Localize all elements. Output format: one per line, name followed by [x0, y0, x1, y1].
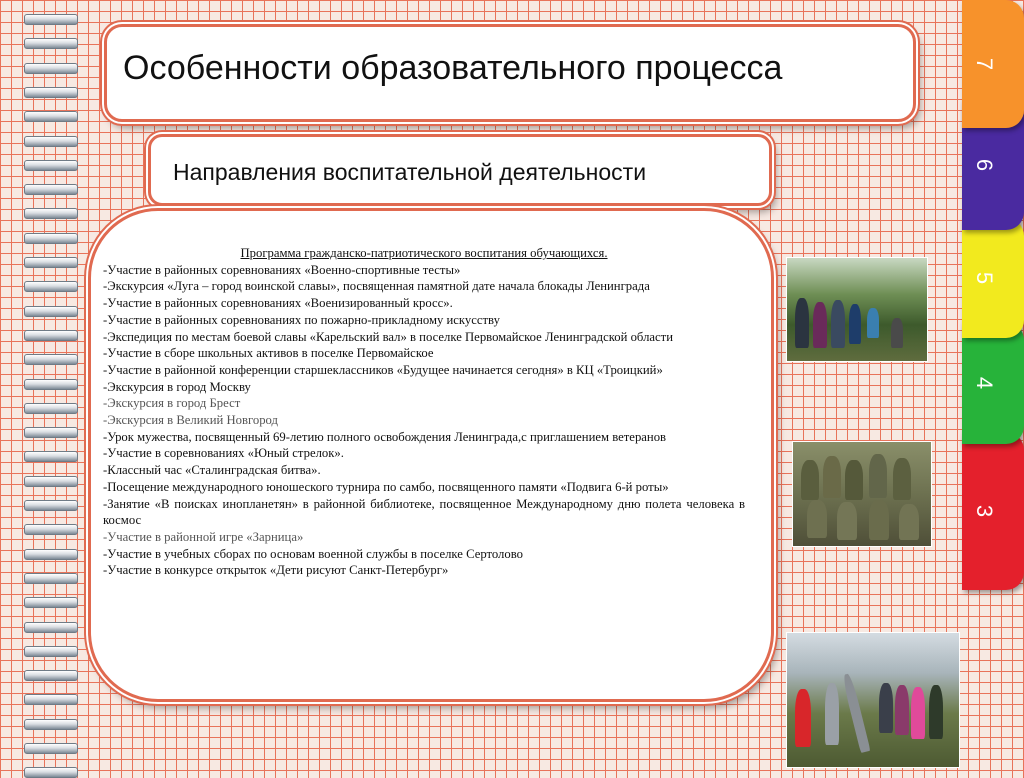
list-item: -Занятие «В поисках инопланетян» в районной библиотеке, посвященное Международному дню полета человека в космос	[103, 496, 745, 528]
list-item: -Участие в районных соревнованиях «Военизированный кросс».	[103, 296, 453, 311]
spiral-ring	[24, 136, 78, 147]
spiral-ring	[24, 767, 78, 778]
tab-label: 5	[972, 271, 998, 285]
spiral-ring	[24, 233, 78, 244]
list-item: -Экскурсия в Великий Новгород	[103, 413, 278, 428]
photo-field-group	[786, 632, 960, 768]
program-heading: Программа гражданско-патриотического воспитания обучающихся.	[240, 246, 608, 260]
list-item: -Экскурсия «Луга – город воинской славы», посвященная памятной дате начала блокады Ленинграда	[103, 279, 650, 294]
spiral-ring	[24, 476, 78, 487]
tab-4[interactable]	[962, 322, 1024, 444]
spiral-ring	[24, 330, 78, 341]
list-item: -Участие в конкурсе открыток «Дети рисуют Санкт-Петербург»	[103, 563, 449, 578]
tab-7[interactable]	[962, 0, 1024, 128]
spiral-ring	[24, 63, 78, 74]
spiral-ring	[24, 111, 78, 122]
spiral-ring	[24, 719, 78, 730]
tab-label: 7	[972, 57, 998, 71]
spiral-ring	[24, 160, 78, 171]
spiral-ring	[24, 427, 78, 438]
spiral-ring	[24, 524, 78, 535]
list-item: -Экспедиция по местам боевой славы «Карельский вал» в поселке Первомайское Ленинградской области	[103, 329, 674, 344]
spiral-ring	[24, 184, 78, 195]
title-panel	[104, 24, 916, 122]
list-item: -Экскурсия в город Брест	[103, 396, 241, 411]
spiral-ring	[24, 573, 78, 584]
list-item: -Участие в районных соревнованиях по пожарно-прикладному искусству	[103, 312, 500, 327]
page-title: Особенности образовательного процесса	[123, 49, 783, 87]
list-item: -Участие в соревнованиях «Юный стрелок».	[103, 446, 344, 461]
spiral-ring	[24, 451, 78, 462]
activity-list	[103, 245, 745, 579]
spiral-ring	[24, 14, 78, 25]
spiral-ring	[24, 646, 78, 657]
spiral-ring	[24, 379, 78, 390]
spiral-ring	[24, 281, 78, 292]
spiral-ring	[24, 500, 78, 511]
spiral-ring	[24, 549, 78, 560]
subtitle-panel	[148, 134, 772, 206]
spiral-ring	[24, 87, 78, 98]
spiral-ring	[24, 743, 78, 754]
content-panel	[88, 208, 774, 702]
photo-forest-group	[786, 257, 928, 362]
list-item: -Участие в районной игре «Зарница»	[103, 529, 304, 544]
photo-camouflage-group	[792, 441, 932, 547]
list-item: -Участие в районных соревнованиях «Военно-спортивные тесты»	[103, 262, 461, 277]
list-item: -Участие в учебных сборах по основам военной службы в поселке Сертолово	[103, 546, 523, 561]
spiral-ring	[24, 403, 78, 414]
spiral-ring	[24, 306, 78, 317]
list-item: -Экскурсия в город Москву	[103, 379, 251, 394]
tab-5[interactable]	[962, 218, 1024, 338]
spiral-ring	[24, 597, 78, 608]
tab-label: 4	[972, 376, 998, 390]
spiral-ring	[24, 257, 78, 268]
list-item: -Посещение международного юношеского турнира по самбо, посвященного памяти «Подвига 6-й роты»	[103, 479, 669, 494]
spiral-ring	[24, 670, 78, 681]
tab-label: 3	[972, 504, 998, 518]
list-item: -Участие в районной конференции старшеклассников «Будущее начинается сегодня» в КЦ «Троицкий»	[103, 362, 663, 377]
notebook-spiral	[0, 0, 80, 768]
spiral-ring	[24, 354, 78, 365]
list-item: -Урок мужества, посвященный 69-летию полного освобождения Ленинграда,с приглашением ветеранов	[103, 429, 667, 444]
section-subtitle: Направления воспитательной деятельности	[173, 159, 647, 185]
list-item: -Классный час «Сталинградская битва».	[103, 463, 321, 478]
tab-3[interactable]	[962, 432, 1024, 590]
spiral-ring	[24, 622, 78, 633]
tab-label: 6	[972, 158, 998, 172]
list-item: -Участие в сборе школьных активов в поселке Первомайское	[103, 346, 434, 361]
spiral-ring	[24, 208, 78, 219]
spiral-ring	[24, 38, 78, 49]
spiral-ring	[24, 694, 78, 705]
